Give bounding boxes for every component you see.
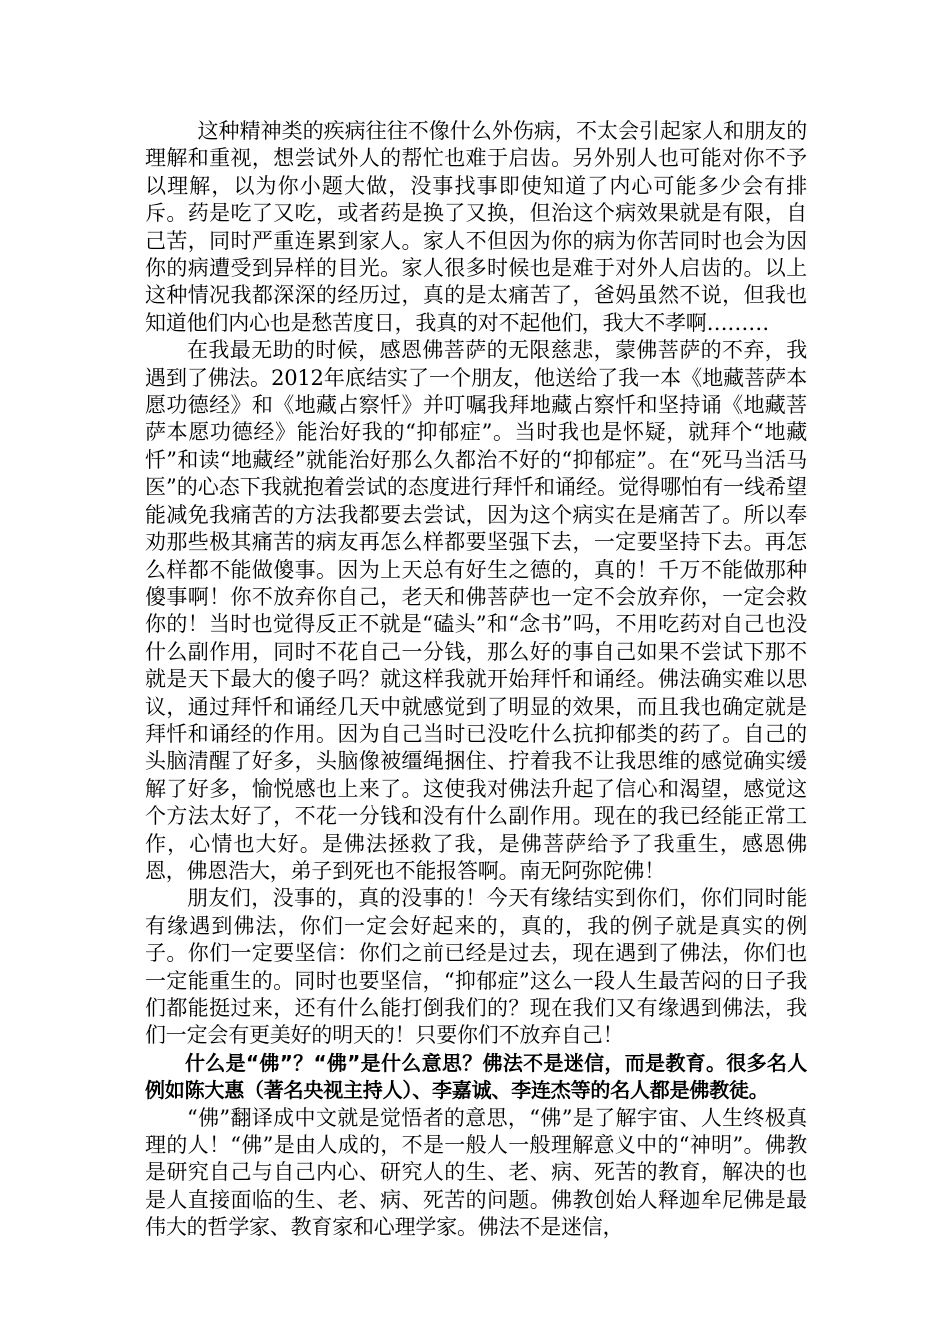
paragraph-encouragement: 朋友们，没事的，真的没事的！今天有缘结实到你们，你们同时能有缘遇到佛法，你们一定会好起来的，真的，我的例子就是真实的例子。你们一定要坚信：你们之前已经是过去，现在遇到了佛法，你们也一定能重生的。同时也要坚信，“抑郁症”这么一段人生最苦闷的日子我们都能挺过来，还有什么能打倒我们的？现在我们又有缘遇到佛法，我们一定会有更美好的明天的！只要你们不放弃自己！: [145, 886, 807, 1048]
paragraph-buddha-meaning: “佛”翻译成中文就是觉悟者的意思，“佛”是了解宇宙、人生终极真理的人！“佛”是由人成的，不是一般人一般理解意义中的“神明”。佛教是研究自己与自己内心、研究人的生、老、病、死苦的教育，解决的也是人直接面临的生、老、病、死苦的问题。佛教创始人释迦牟尼佛是最伟大的哲学家、教育家和心理学家。佛法不是迷信，: [145, 1105, 807, 1240]
heading-what-is-buddha: 什么是“佛”？“佛”是什么意思？佛法不是迷信，而是教育。很多名人例如陈大惠（著名央视主持人）、李嘉诚、李连杰等的名人都是佛教徒。: [145, 1050, 807, 1103]
paragraph-meeting-dharma: 在我最无助的时候，感恩佛菩萨的无限慈悲，蒙佛菩萨的不弃，我遇到了佛法。2012年底结实了一个朋友，他送给了我一本《地藏菩萨本愿功德经》和《地藏占察忏》并叮嘱我拜地藏占察忏和坚持诵《地藏菩萨本愿功德经》能治好我的“抑郁症”。当时我也是怀疑，就拜个“地藏忏”和读“地藏经”就能治好那么久都治不好的“抑郁症”。在“死马当活马医”的心态下我就抱着尝试的态度进行拜忏和诵经。觉得哪怕有一线希望能减免我痛苦的方法我都要去尝试，因为这个病实在是痛苦了。所以奉劝那些极其痛苦的病友再怎么样都要坚强下去，一定要坚持下去。再怎么样都不能做傻事。因为上天总有好生之德的，真的！千万不能做那种傻事啊！你不放弃你自己，老天和佛菩萨也一定不会放弃你，一定会救你的！当时也觉得反正不就是“磕头”和“念书”吗，不用吃药对自己也没什么副作用，同时不花自己一分钱，那么好的事自己如果不尝试下那不就是天下最大的傻子吗？就这样我就开始拜忏和诵经。佛法确实难以思议，通过拜忏和诵经几天中就感觉到了明显的效果，而且我也确定就是拜忏和诵经的作用。因为自己当时已没吃什么抗抑郁类的药了。自己的头脑清醒了好多，头脑像被缰绳捆住、拧着我不让我思维的感觉确实缓解了好多，愉悦感也上来了。这使我对佛法升起了信心和渴望，感觉这个方法太好了，不花一分钱和没有什么副作用。现在的我已经能正常工作，心情也大好。是佛法拯救了我，是佛菩萨给予了我重生，感恩佛恩，佛恩浩大，弟子到死也不能报答啊。南无阿弥陀佛！: [145, 338, 807, 883]
paragraph-family-suffering: 这种精神类的疾病往往不像什么外伤病，不太会引起家人和朋友的理解和重视，想尝试外人的帮忙也难于启齿。另外别人也可能对你不予以理解，以为你小题大做，没事找事即使知道了内心可能多少会有排斥。药是吃了又吃，或者药是换了又换，但治这个病效果就是有限，自己苦，同时严重连累到家人。家人不但因为你的病为你苦同时也会为因你的病遭受到异样的目光。家人很多时候也是难于对外人启齿的。以上这种情况我都深深的经历过，真的是太痛苦了，爸妈虽然不说，但我也知道他们内心也是愁苦度日，我真的对不起他们，我大不孝啊………: [145, 119, 807, 335]
document-page: [145, 118, 807, 1242]
